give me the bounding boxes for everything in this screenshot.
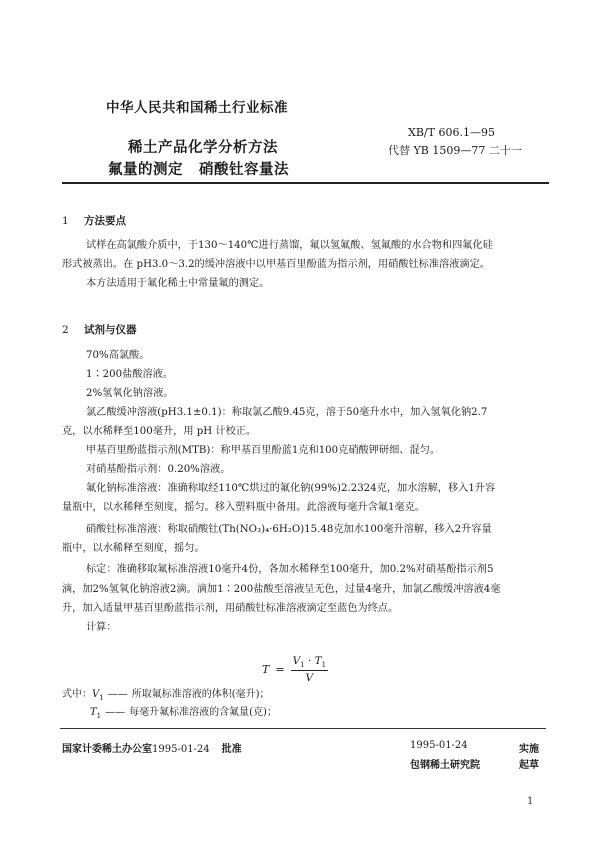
where-symbol: T (90, 707, 97, 718)
section-heading-1 (62, 213, 126, 228)
approver: 国家计委稀土办公室 (62, 744, 152, 755)
reagent-item: 氯乙酸缓冲溶液(pH3.1±0.1)：称取氯乙酸9.45克，溶于50毫升水中，加入氢氧化钠2.7 (86, 407, 488, 418)
paragraph-line: 形式被蒸出。在 pH3.0～3.2的缓冲溶液中以甲基百里酚蓝为指示剂，用硝酸钍标准溶液滴定。 (62, 259, 490, 270)
where-sub: 1 (96, 712, 102, 720)
footer-approval (62, 740, 242, 755)
footer-divider (60, 728, 546, 729)
reagent-item: 氟化钠标准溶液：准确称取经110℃烘过的氟化钠(99%)2.2324克，加水溶解，移入1升容 (86, 483, 496, 494)
section-heading-2 (62, 322, 137, 337)
where-line-2 (90, 704, 277, 725)
formula-lhs: T (262, 663, 270, 677)
reagent-item: 2%氢氧化钠溶液。 (86, 388, 174, 399)
sub-1: 1 (321, 661, 327, 670)
where-desc: 每毫升氟标准溶液的含氟量(克)； (129, 707, 277, 718)
section-title: 试剂与仪器 (84, 324, 137, 336)
section-number: 1 (62, 215, 69, 227)
formula-fraction (291, 655, 329, 684)
doc-subtitle-part1: 氟量的测定 (108, 162, 183, 178)
formula-numerator (291, 655, 329, 671)
doc-title: 稀土产品化学分析方法 (128, 140, 278, 156)
reagent-item: 硝酸钍标准溶液：称取硝酸钍(Th(NO₃)₄·6H₂O)15.48克加水100毫升溶解，移入2升容量 (86, 524, 492, 535)
paragraph-line: 本方法适用于氟化稀土中常量氟的测定。 (86, 278, 270, 289)
section-title: 方法要点 (84, 215, 126, 227)
where-dash: —— (105, 707, 126, 718)
where-dash: —— (107, 689, 128, 700)
calibration-text: 升，加入适量甲基百里酚蓝指示剂，用硝酸钍标准溶液滴定至蓝色为终点。 (62, 603, 399, 614)
where-symbol: V (92, 689, 100, 700)
doc-subtitle (108, 158, 289, 179)
standard-replaces: 代替 YB 1509—77 二十一 (388, 144, 522, 157)
var-v: V (292, 655, 301, 667)
paragraph-line: 试样在高氯酸介质中，于130～140℃进行蒸馏，氟以氢氟酸、氢氟酸的水合物和四氟化硅 (86, 240, 493, 251)
formula-equals: = (275, 663, 285, 677)
reagent-item-cont: 瓶中，以水稀释至刻度，摇匀。 (62, 543, 205, 554)
dot-operator: · (304, 655, 315, 667)
reagent-item-cont: 克，以水稀释至100毫升，用 pH 计校正。 (62, 426, 257, 437)
implementation-label: 实施 (519, 744, 539, 755)
page-number: 1 (527, 796, 534, 807)
reagent-item: 1∶200盐酸溶液。 (86, 369, 174, 380)
calibration-text: 滴，加2%氢氧化钠溶液2滴。滴加1∶200盐酸至溶液呈无色，过量4毫升，加氯乙酸缓冲溶液4毫 (62, 584, 501, 595)
calculation-label: 计算： (86, 622, 117, 633)
approve-label: 批准 (221, 744, 242, 755)
standard-code: XB/T 606.1—95 (408, 126, 495, 139)
doc-subtitle-part2: 硝酸钍容量法 (199, 162, 289, 178)
calibration-text: 标定：准确移取氟标准溶液10毫升4份，各加水稀释至100毫升，加0.2%对硝基酚指示剂5 (86, 564, 494, 575)
reagent-item: 对硝基酚指示剂：0.20%溶液。 (86, 464, 231, 475)
reagent-item: 70%高氯酸。 (86, 350, 150, 361)
where-desc: 所取氟标准溶液的体积(毫升)； (131, 689, 270, 700)
where-sub: 1 (99, 694, 104, 702)
reagent-item: 甲基百里酚蓝指示剂(MTB)：称甲基百里酚蓝1克和100克硝酸钾研细、混匀。 (86, 445, 441, 456)
section-number: 2 (62, 324, 69, 336)
formula-denominator: V (305, 672, 314, 685)
header-divider (62, 182, 549, 184)
where-prefix: 式中： (62, 689, 92, 700)
approve-date: 1995-01-24 (152, 744, 210, 755)
drafting-label: 起草 (519, 760, 539, 771)
org-title: 中华人民共和国稀土行业标准 (106, 100, 288, 116)
drafting-organization: 包钢稀土研究院 (410, 760, 480, 771)
reagent-item-cont: 量瓶中，以水稀释至刻度，摇匀。移入塑料瓶中备用。此溶液每毫升含氟1毫克。 (62, 502, 426, 513)
sub-1: 1 (300, 661, 305, 670)
var-t: T (314, 655, 322, 667)
implementation-date: 1995-01-24 (410, 740, 468, 751)
formula (262, 655, 328, 684)
